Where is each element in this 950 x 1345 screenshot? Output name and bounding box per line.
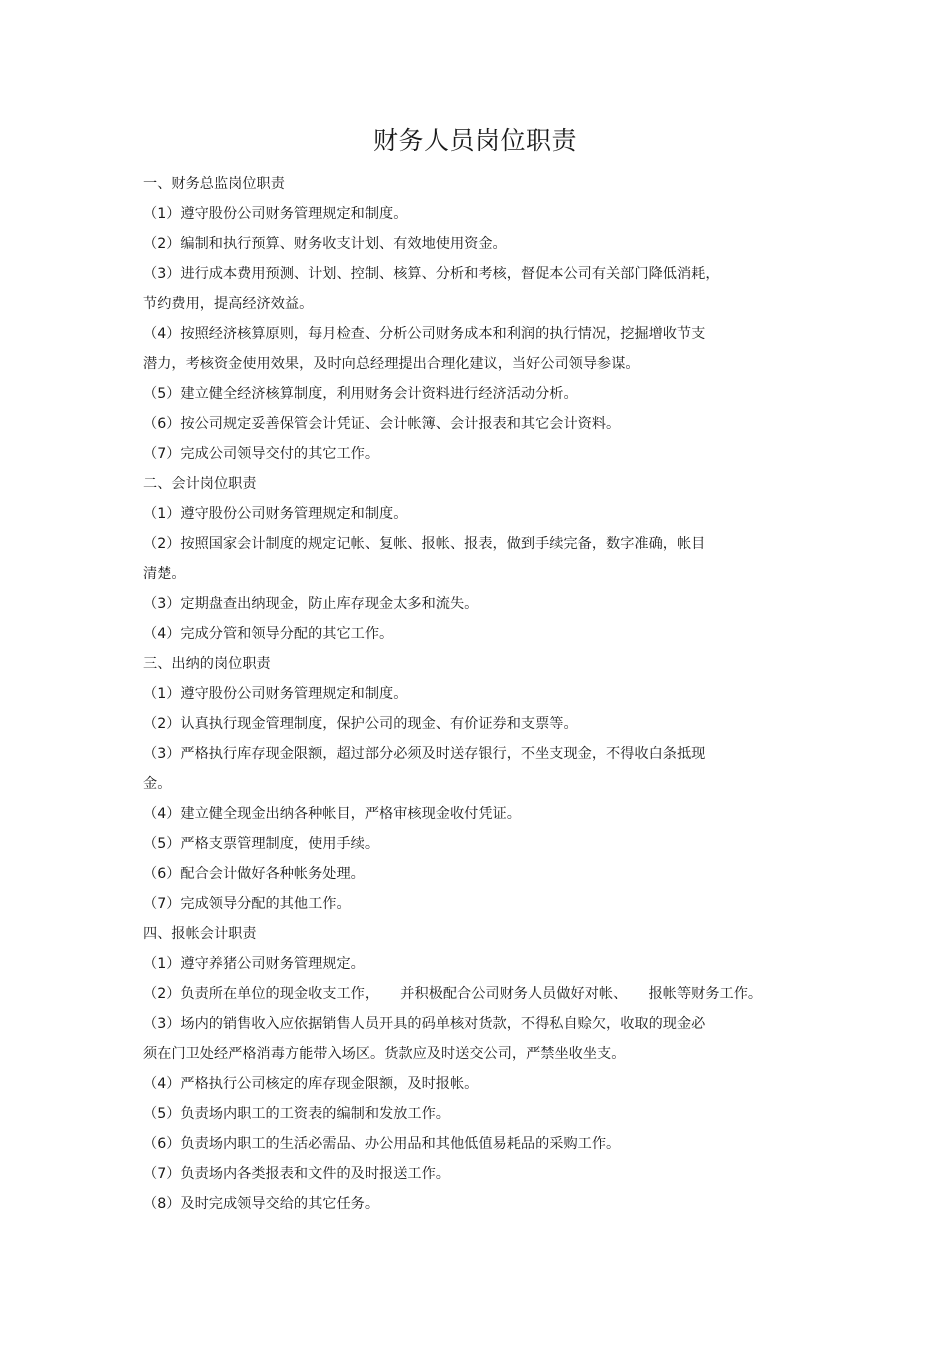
paragraph-line: （1）遵守股份公司财务管理规定和制度。 [143, 206, 408, 222]
paragraph-line: （5）建立健全经济核算制度，利用财务会计资料进行经济活动分析。 [143, 386, 578, 402]
paragraph-line: 潜力，考核资金使用效果，及时向总经理提出合理化建议，当好公司领导参谋。 [143, 356, 640, 372]
paragraph-line: （2）编制和执行预算、财务收支计划、有效地使用资金。 [143, 236, 507, 252]
paragraph-line: 须在门卫处经严格消毒方能带入场区。货款应及时送交公司，严禁坐收坐支。 [143, 1046, 626, 1062]
page-title: 财务人员岗位职责 [372, 126, 577, 155]
paragraph-line: （5）严格支票管理制度，使用手续。 [143, 836, 380, 852]
paragraph-line: （7）负责场内各类报表和文件的及时报送工作。 [143, 1166, 450, 1182]
paragraph-line: 金。 [143, 776, 172, 792]
paragraph-line: （4）按照经济核算原则，每月检查、分析公司财务成本和利润的执行情况，挖掘增收节支 [143, 326, 706, 342]
paragraph-line: （7）完成公司领导交付的其它工作。 [143, 446, 380, 462]
section-heading: 三、出纳的岗位职责 [143, 656, 271, 672]
paragraph-line: （1）遵守养猪公司财务管理规定。 [143, 956, 365, 972]
paragraph-line: （2）认真执行现金管理制度，保护公司的现金、有价证券和支票等。 [143, 716, 578, 732]
paragraph-line: （1）遵守股份公司财务管理规定和制度。 [143, 506, 408, 522]
paragraph-line: （5）负责场内职工的工资表的编制和发放工作。 [143, 1106, 450, 1122]
paragraph-line: （3）场内的销售收入应依据销售人员开具的码单核对货款，不得私自赊欠，收取的现金必 [143, 1016, 706, 1032]
section-heading: 二、会计岗位职责 [143, 476, 257, 492]
paragraph-line: （8）及时完成领导交给的其它任务。 [143, 1196, 380, 1212]
paragraph-line: （4）完成分管和领导分配的其它工作。 [143, 626, 394, 642]
paragraph-line: （3）定期盘查出纳现金，防止库存现金太多和流失。 [143, 596, 479, 612]
paragraph-line: （1）遵守股份公司财务管理规定和制度。 [143, 686, 408, 702]
paragraph-line: （3）严格执行库存现金限额，超过部分必须及时送存银行，不坐支现金，不得收白条抵现 [143, 746, 706, 762]
paragraph-line: （6）配合会计做好各种帐务处理。 [143, 866, 365, 882]
paragraph-line: （4）严格执行公司核定的库存现金限额，及时报帐。 [143, 1076, 479, 1092]
paragraph-line: 节约费用，提高经济效益。 [143, 296, 314, 312]
paragraph-line: （6）负责场内职工的生活必需品、办公用品和其他低值易耗品的采购工作。 [143, 1136, 621, 1152]
section-heading: 四、报帐会计职责 [143, 926, 257, 942]
section-heading: 一、财务总监岗位职责 [143, 176, 285, 192]
paragraph-line: （2）按照国家会计制度的规定记帐、复帐、报帐、报表，做到手续完备，数字准确，帐目 [143, 536, 706, 552]
paragraph-line: （7）完成领导分配的其他工作。 [143, 896, 351, 912]
paragraph-line: （2）负责所在单位的现金收支工作， 并积极配合公司财务人员做好对帐、 报帐等财务工作。 [143, 986, 763, 1002]
paragraph-line: （4）建立健全现金出纳各种帐目，严格审核现金收付凭证。 [143, 806, 521, 822]
paragraph-line: （6）按公司规定妥善保管会计凭证、会计帐簿、会计报表和其它会计资料。 [143, 416, 621, 432]
paragraph-line: 清楚。 [143, 566, 186, 582]
paragraph-line: （3）进行成本费用预测、计划、控制、核算、分析和考核，督促本公司有关部门降低消耗， [143, 266, 720, 282]
